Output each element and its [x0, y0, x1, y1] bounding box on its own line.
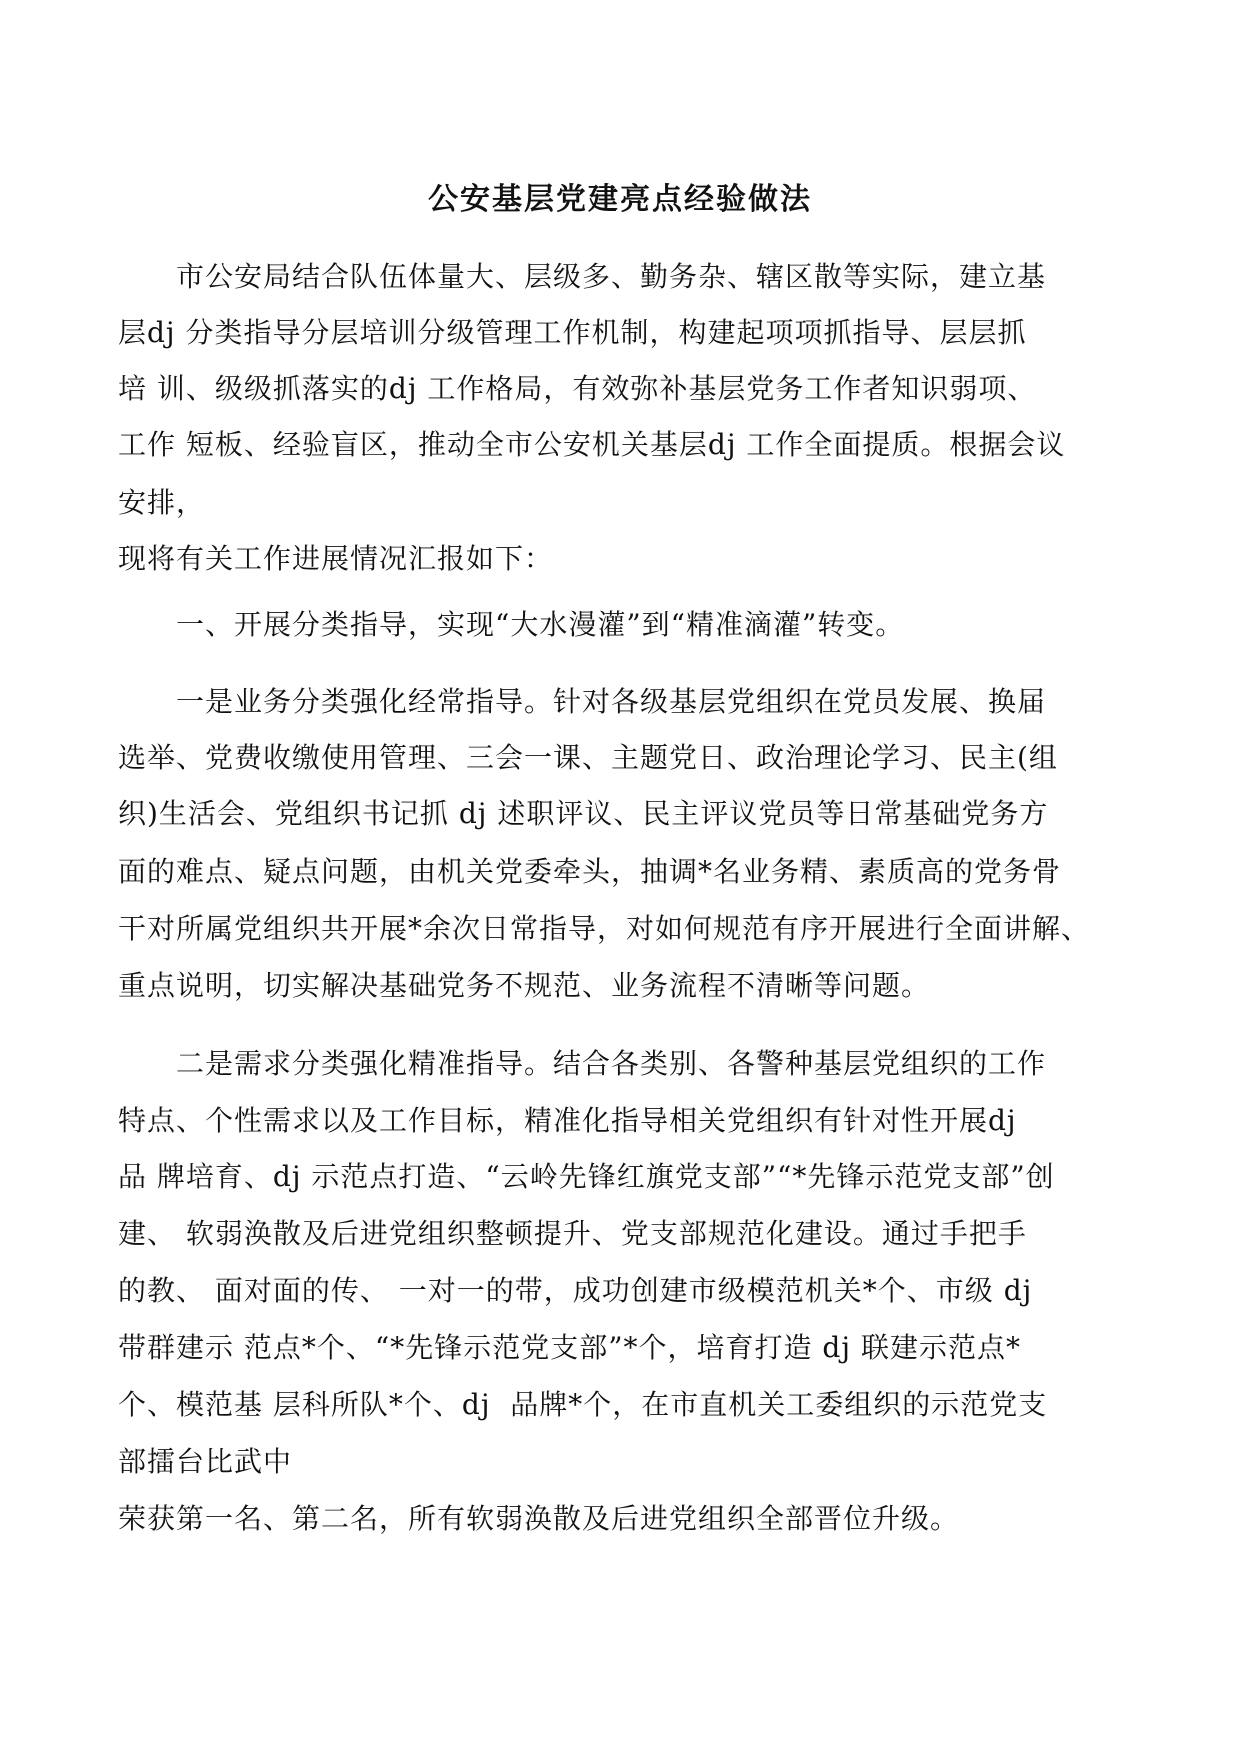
- paragraph-line: 重点说明，切实解决基础党务不规范、业务流程不清晰等问题。: [118, 969, 931, 1002]
- paragraph-line: 市公安局结合队伍体量大、层级多、勤务杂、辖区散等实际，建立基: [118, 260, 1047, 293]
- paragraph-line: 的教、 面对面的传、 一对一的带，成功创建市级模范机关*个、市级 dj: [118, 1274, 1033, 1307]
- paragraph-line: 部擂台比武中: [118, 1445, 293, 1478]
- paragraph-line: 现将有关工作进展情况汇报如下：: [118, 542, 554, 575]
- paragraph-line: 二是需求分类强化精准指导。结合各类别、各警种基层党组织的工作: [118, 1047, 1047, 1080]
- paragraph-line: 面的难点、疑点问题，由机关党委牵头，抽调*名业务精、素质高的党务骨: [118, 855, 1062, 888]
- paragraph-line: 品 牌培育、dj 示范点打造、“云岭先锋红旗党支部”“*先锋示范党支部”创: [118, 1160, 1055, 1193]
- paragraph-line: 工作 短板、经验盲区，推动全市公安机关基层dj 工作全面提质。根据会议: [118, 428, 1066, 461]
- paragraph-line: 建、 软弱涣散及后进党组织整顿提升、党支部规范化建设。通过手把手: [118, 1217, 1027, 1250]
- paragraph-line: 织)生活会、党组织书记抓 dj 述职评议、民主评议党员等日常基础党务方: [118, 797, 1049, 830]
- paragraph-line: 个、模范基 层科所队*个、dj 品牌*个，在市直机关工委组织的示范党支: [118, 1388, 1048, 1421]
- paragraph-line: 安排，: [118, 486, 206, 519]
- section-heading: 一、开展分类指导，实现“大水漫灌”到“精准滴灌”转变。: [118, 608, 905, 641]
- paragraph-line: 干对所属党组织共开展*余次日常指导，对如何规范有序开展进行全面讲解、: [118, 912, 1091, 945]
- paragraph-line: 层dj 分类指导分层培训分级管理工作机制，构建起项项抓指导、层层抓: [118, 316, 1027, 349]
- paragraph-line: 选举、党费收缴使用管理、三会一课、主题党日、政治理论学习、民主(组: [118, 741, 1058, 774]
- paragraph-line: 培 训、级级抓落实的dj 工作格局，有效弥补基层党务工作者知识弱项、: [118, 372, 1037, 405]
- document-title: 公安基层党建亮点经验做法: [428, 182, 812, 217]
- paragraph-line: 特点、个性需求以及工作目标，精准化指导相关党组织有针对性开展dj: [118, 1104, 1017, 1137]
- paragraph-line: 带群建示 范点*个、“*先锋示范党支部”*个，培育打造 dj 联建示范点*: [118, 1331, 1021, 1364]
- paragraph-line: 荣获第一名、第二名，所有软弱涣散及后进党组织全部晋位升级。: [118, 1502, 960, 1535]
- paragraph-line: 一是业务分类强化经常指导。针对各级基层党组织在党员发展、换届: [118, 685, 1047, 718]
